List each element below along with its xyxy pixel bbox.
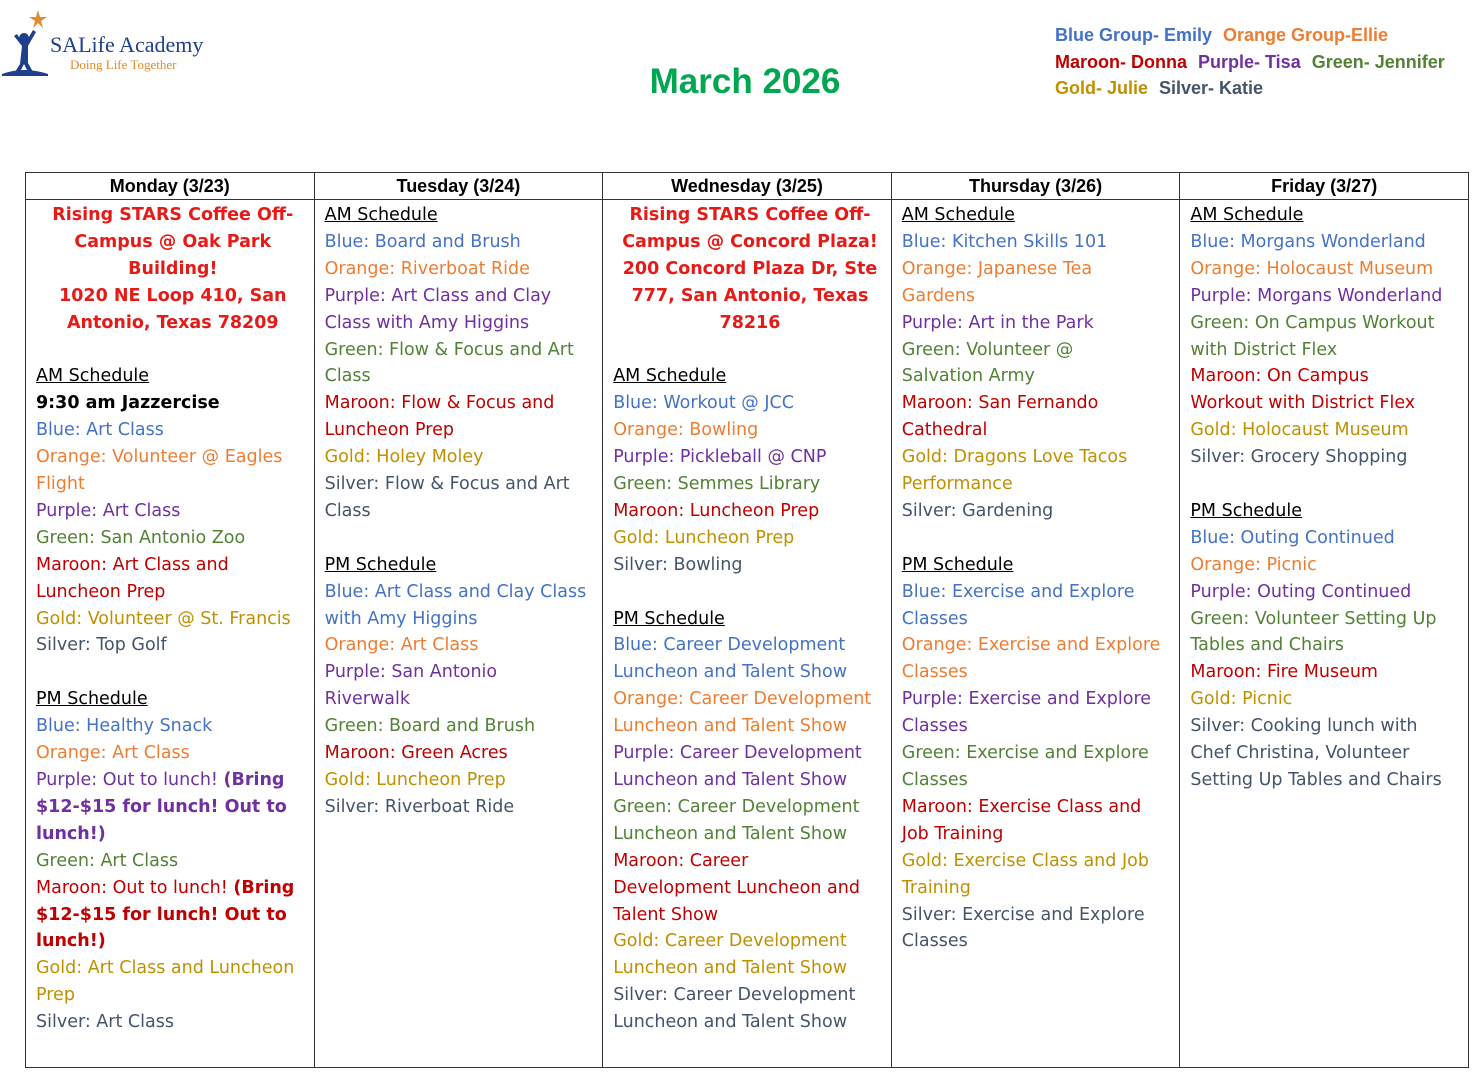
day-header: Tuesday (3/24)	[314, 173, 603, 200]
schedule-entry	[36, 740, 310, 767]
entry-line: Green: San Antonio Zoo	[36, 527, 246, 548]
entry-line: Maroon: On Campus	[1190, 366, 1369, 387]
entry-line: Tables and Chairs	[1190, 635, 1345, 656]
schedule-entry	[325, 471, 599, 525]
notice-line: 1020 NE Loop 410, San	[59, 285, 287, 306]
day-header: Friday (3/27)	[1180, 173, 1469, 200]
schedule-entry	[613, 444, 887, 471]
schedule-entry	[325, 740, 599, 767]
entry-note: lunch!)	[36, 931, 106, 952]
spacer	[36, 659, 310, 686]
entry-line: Silver: Grocery Shopping	[1190, 447, 1408, 468]
schedule-entry	[1190, 552, 1464, 579]
event-notice	[613, 202, 887, 337]
entry-line: Orange: Japanese Tea	[901, 258, 1093, 279]
group-legend	[1055, 22, 1456, 102]
schedule-entry	[1190, 606, 1464, 660]
pm-schedule-heading: PM Schedule	[901, 554, 1014, 575]
entry-line: Classes	[901, 770, 968, 791]
entry-line: Luncheon and Talent Show	[613, 770, 848, 790]
schedule-entry	[1190, 525, 1464, 552]
schedule-entry	[325, 256, 599, 283]
entry-line: Blue: Career Development	[613, 635, 846, 656]
entry-note: (Bring	[233, 877, 295, 898]
day-column	[1180, 200, 1469, 1068]
spacer	[613, 579, 887, 606]
entry-line: Purple: Out to lunch! (Bring	[36, 770, 285, 790]
entry-line: Green: Volunteer Setting Up	[1190, 608, 1437, 629]
entry-line: Maroon: Flow & Focus and	[324, 393, 555, 414]
am-schedule-heading: AM Schedule	[613, 366, 727, 387]
schedule-entry	[36, 444, 310, 498]
legend-item: Purple- Tisa	[1198, 51, 1301, 72]
entry-line: Riverwalk	[324, 689, 410, 710]
schedule-entry	[36, 713, 310, 740]
entry-line: Classes	[901, 662, 968, 683]
entry-line: Orange: Picnic	[1190, 554, 1317, 575]
entry-line: Purple: Pickleball @ CNP	[613, 447, 827, 468]
legend-row	[1055, 49, 1456, 76]
schedule-entry	[902, 337, 1176, 391]
entry-line: Maroon: San Fernando	[901, 393, 1099, 414]
schedule-entry	[902, 444, 1176, 498]
day-body-row	[26, 200, 1469, 1068]
notice-line: Building!	[128, 258, 218, 279]
am-schedule-heading: AM Schedule	[36, 366, 150, 387]
day-header-row	[26, 173, 1469, 200]
entry-line: Gold: Dragons Love Tacos	[901, 447, 1128, 468]
entry-line: Gold: Exercise Class and Job	[901, 850, 1149, 871]
entry-line: Purple: Outing Continued	[1190, 581, 1412, 602]
day-column	[891, 200, 1180, 1068]
entry-line: Maroon: Exercise Class and	[901, 796, 1142, 817]
entry-line: Green: Art Class	[36, 850, 179, 871]
schedule-entry	[1190, 229, 1464, 256]
entry-note: lunch!)	[36, 823, 106, 844]
day-header: Monday (3/23)	[26, 173, 315, 200]
entry-line: Blue: Art Class and Clay Class	[324, 581, 587, 602]
entry-line: Cathedral	[901, 420, 988, 441]
entry-line: Luncheon and Talent Show	[613, 716, 848, 737]
entry-note: $12-$15 for lunch! Out to	[36, 796, 287, 817]
schedule-entry	[1190, 713, 1464, 794]
schedule-entry	[325, 659, 599, 713]
notice-line: Rising STARS Coffee Off-	[52, 205, 294, 225]
event-notice	[36, 202, 310, 337]
notice-line: Campus @ Oak Park	[74, 231, 272, 252]
entry-line: Silver: Flow & Focus and Art	[324, 474, 570, 495]
entry-line: Luncheon and Talent Show	[613, 1012, 848, 1033]
schedule-entry	[36, 767, 310, 848]
entry-line: Development Luncheon and	[613, 877, 860, 898]
schedule-entry	[613, 794, 887, 848]
day-header: Wednesday (3/25)	[603, 173, 892, 200]
schedule-entry	[902, 579, 1176, 633]
schedule-entry	[902, 686, 1176, 740]
entry-line: Maroon: Green Acres	[324, 743, 508, 764]
schedule-entry	[36, 848, 310, 875]
schedule-entry	[36, 875, 310, 956]
entry-line: Green: Exercise and Explore	[901, 743, 1149, 764]
entry-line: Gold: Holey Moley	[324, 447, 484, 468]
entry-line: Training	[901, 877, 971, 898]
schedule-entry	[613, 982, 887, 1036]
entry-line: with District Flex	[1190, 339, 1338, 360]
entry-line: Luncheon Prep	[324, 420, 454, 441]
am-schedule-heading: AM Schedule	[901, 205, 1015, 225]
entry-line: Prep	[36, 985, 75, 1006]
schedule-entry	[613, 686, 887, 740]
entry-line: Silver: Art Class	[36, 1012, 174, 1033]
entry-line: Green: On Campus Workout	[1190, 312, 1435, 333]
spacer	[36, 337, 310, 364]
entry-line: Purple: Art in the Park	[901, 312, 1094, 333]
notice-line: 777, San Antonio, Texas	[631, 285, 869, 306]
entry-line: Purple: Morgans Wonderland	[1190, 285, 1443, 306]
schedule-entry	[325, 579, 599, 633]
entry-line: Blue: Workout @ JCC	[613, 393, 794, 414]
entry-line: Silver: Cooking lunch with	[1190, 716, 1418, 737]
entry-line: Silver: Bowling	[613, 554, 743, 575]
entry-line: Classes	[901, 931, 968, 952]
entry-line: Purple: Career Development	[613, 743, 862, 764]
entry-line: Purple: Art Class	[36, 500, 181, 521]
entry-line: Blue: Art Class	[36, 420, 164, 441]
schedule-entry	[902, 632, 1176, 686]
page-title: March 2026	[649, 62, 841, 101]
schedule-entry	[325, 444, 599, 471]
schedule-entry	[325, 229, 599, 256]
legend-item: Orange Group-Ellie	[1223, 25, 1389, 45]
spacer	[1190, 471, 1464, 498]
schedule-entry	[613, 632, 887, 686]
entry-line: Gardens	[901, 285, 976, 306]
entry-note: $12-$15 for lunch! Out to	[36, 904, 287, 925]
notice-line: 78216	[719, 312, 781, 333]
schedule-entry	[325, 767, 599, 794]
entry-line: with Amy Higgins	[324, 608, 478, 629]
entry-line: Class	[324, 500, 371, 521]
entry-line: Orange: Exercise and Explore	[901, 635, 1161, 656]
schedule-entry	[325, 337, 599, 391]
pm-schedule-heading: PM Schedule	[613, 608, 725, 629]
am-schedule-heading: AM Schedule	[1190, 205, 1304, 225]
entry-line: Blue: Exercise and Explore	[901, 581, 1135, 602]
schedule-entry	[325, 390, 599, 444]
entry-line: Blue: Morgans Wonderland	[1190, 231, 1426, 252]
schedule-entry	[1190, 659, 1464, 686]
day-header: Thursday (3/26)	[891, 173, 1180, 200]
legend-item: Silver- Katie	[1159, 78, 1264, 98]
schedule-entry	[902, 740, 1176, 794]
entry-line: Classes	[901, 608, 968, 629]
notice-line: Antonio, Texas 78209	[67, 312, 279, 333]
logo-tagline: Doing Life Together	[70, 57, 177, 72]
day-column	[603, 200, 892, 1068]
schedule-entry	[902, 848, 1176, 902]
schedule-entry	[1190, 417, 1464, 444]
schedule-entry	[902, 794, 1176, 848]
entry-line: Luncheon and Talent Show	[613, 662, 848, 683]
spacer	[325, 525, 599, 552]
day-column	[26, 200, 315, 1068]
schedule-entry	[613, 740, 887, 794]
schedule-entry	[613, 417, 887, 444]
entry-line: Luncheon and Talent Show	[613, 958, 848, 979]
entry-line: Performance	[901, 474, 1013, 495]
am-schedule-heading: AM Schedule	[324, 205, 438, 225]
logo-name: SALife Academy	[50, 32, 204, 57]
schedule-entry	[902, 498, 1176, 525]
pm-schedule-heading: PM Schedule	[324, 554, 437, 575]
entry-line: Chef Christina, Volunteer	[1190, 743, 1410, 764]
entry-line: Maroon: Fire Museum	[1190, 662, 1378, 683]
entry-line: Green: Semmes Library	[613, 474, 821, 495]
entry-line: Gold: Luncheon Prep	[324, 770, 506, 791]
entry-line: Gold: Picnic	[1190, 689, 1293, 710]
entry-line: Green: Flow & Focus and Art	[324, 339, 574, 360]
schedule-entry	[613, 390, 887, 417]
legend-item: Blue Group- Emily	[1055, 25, 1213, 45]
schedule-entry	[902, 229, 1176, 256]
schedule-entry	[36, 606, 310, 633]
legend-item: Maroon- Donna	[1055, 51, 1187, 72]
entry-line: Setting Up Tables and Chairs	[1190, 770, 1442, 791]
schedule-entry	[1190, 363, 1464, 417]
entry-line: Blue: Healthy Snack	[36, 716, 213, 737]
entry-line: Silver: Top Golf	[36, 635, 167, 656]
schedule-entry	[325, 283, 599, 337]
schedule-entry	[36, 632, 310, 659]
entry-line: Gold: Luncheon Prep	[613, 527, 795, 548]
entry-line: Talent Show	[613, 904, 719, 925]
notice-line: 200 Concord Plaza Dr, Ste	[622, 258, 878, 279]
notice-line: Campus @ Concord Plaza!	[622, 231, 878, 252]
schedule-entry	[36, 955, 310, 1009]
entry-line: Purple: Exercise and Explore	[901, 689, 1152, 710]
schedule-entry	[36, 1009, 310, 1036]
pm-schedule-heading: PM Schedule	[36, 689, 148, 710]
spacer	[902, 525, 1176, 552]
schedule-entry	[902, 902, 1176, 956]
entry-note: (Bring	[223, 770, 285, 790]
am-note: 9:30 am Jazzercise	[36, 393, 220, 414]
schedule-entry	[1190, 579, 1464, 606]
schedule-entry	[1190, 256, 1464, 283]
schedule-entry	[36, 498, 310, 525]
entry-line: Job Training	[901, 823, 1004, 844]
entry-line: Silver: Exercise and Explore	[901, 904, 1145, 925]
entry-line: Silver: Career Development	[613, 985, 856, 1006]
entry-line: Orange: Holocaust Museum	[1190, 258, 1434, 279]
entry-line: Silver: Gardening	[901, 500, 1054, 521]
schedule-entry	[613, 552, 887, 579]
schedule-entry	[1190, 283, 1464, 310]
entry-line: Purple: San Antonio	[324, 662, 498, 683]
schedule-entry	[902, 390, 1176, 444]
entry-line: Workout with District Flex	[1190, 393, 1416, 414]
schedule-entry	[902, 256, 1176, 310]
entry-line: Salvation Army	[901, 366, 1035, 387]
entry-line: Gold: Art Class and Luncheon	[36, 958, 295, 979]
entry-line: Gold: Career Development	[613, 931, 847, 952]
day-column	[314, 200, 603, 1068]
entry-line: Orange: Career Development	[613, 689, 872, 710]
entry-line: Orange: Art Class	[36, 743, 190, 764]
schedule-entry	[1190, 310, 1464, 364]
entry-line: Green: Career Development	[613, 796, 860, 817]
schedule-entry	[613, 498, 887, 525]
entry-line: Class with Amy Higgins	[324, 312, 530, 333]
schedule-entry	[325, 713, 599, 740]
entry-line: Maroon: Art Class and	[36, 554, 229, 575]
schedule-entry	[36, 525, 310, 552]
pm-schedule-heading: PM Schedule	[1190, 500, 1303, 521]
logo	[0, 8, 230, 78]
entry-line: Silver: Riverboat Ride	[324, 796, 515, 817]
entry-line: Luncheon and Talent Show	[613, 823, 848, 844]
legend-item: Gold- Julie	[1055, 78, 1149, 98]
schedule-entry	[36, 417, 310, 444]
schedule-entry	[1190, 444, 1464, 471]
schedule-entry	[613, 928, 887, 982]
entry-line: Gold: Volunteer @ St. Francis	[36, 608, 291, 629]
spacer	[613, 337, 887, 364]
entry-line: Orange: Bowling	[613, 420, 759, 441]
entry-line: Class	[324, 366, 371, 387]
entry-line: Green: Volunteer @	[901, 339, 1074, 360]
schedule-entry	[902, 310, 1176, 337]
legend-row	[1055, 75, 1456, 102]
legend-item: Green- Jennifer	[1311, 51, 1445, 72]
schedule-entry	[613, 471, 887, 498]
schedule-entry	[325, 632, 599, 659]
entry-line: Maroon: Out to lunch! (Bring	[36, 877, 295, 898]
entry-line: Green: Board and Brush	[324, 716, 536, 737]
entry-line: Blue: Kitchen Skills 101	[901, 231, 1108, 252]
entry-line: Orange: Riverboat Ride	[324, 258, 530, 279]
schedule-entry	[1190, 686, 1464, 713]
notice-line: Rising STARS Coffee Off-	[629, 205, 871, 225]
schedule-entry	[613, 525, 887, 552]
entry-line: Classes	[901, 716, 968, 737]
entry-line: Maroon: Luncheon Prep	[613, 500, 820, 521]
star-figure-icon	[0, 8, 54, 78]
schedule-entry	[36, 552, 310, 606]
weekly-calendar	[25, 172, 1469, 1068]
schedule-entry	[613, 848, 887, 929]
entry-line: Flight	[36, 474, 85, 495]
entry-line: Orange: Art Class	[324, 635, 479, 656]
entry-line: Orange: Volunteer @ Eagles	[36, 447, 283, 468]
entry-line: Maroon: Career	[613, 850, 749, 871]
entry-line: Blue: Board and Brush	[324, 231, 521, 252]
schedule-entry	[325, 794, 599, 821]
legend-row	[1055, 22, 1456, 49]
entry-line: Luncheon Prep	[36, 581, 166, 602]
entry-line: Purple: Art Class and Clay	[324, 285, 552, 306]
entry-line: Gold: Holocaust Museum	[1190, 420, 1409, 441]
entry-line: Blue: Outing Continued	[1190, 527, 1395, 548]
